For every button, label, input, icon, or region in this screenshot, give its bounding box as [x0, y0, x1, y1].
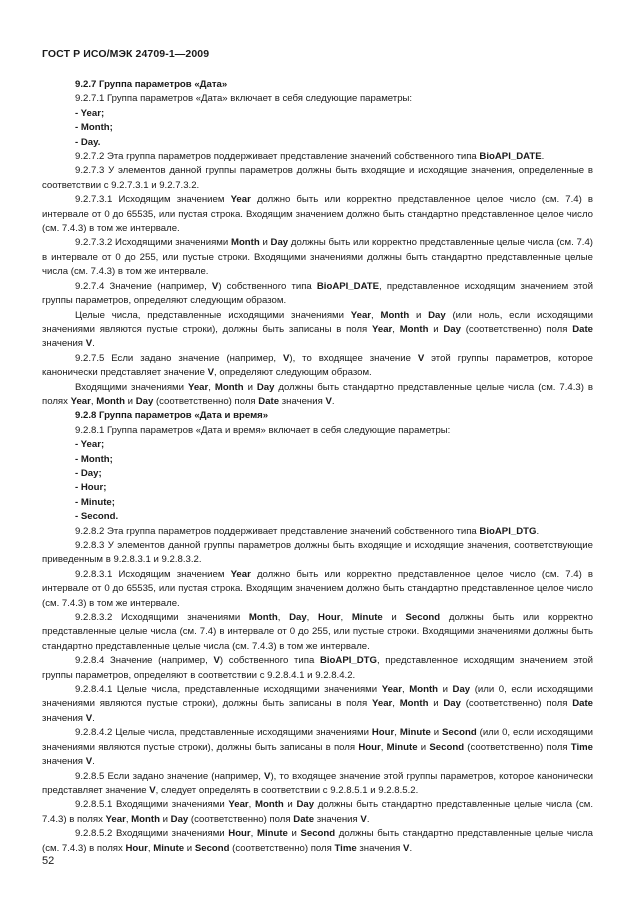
text-run: и: [382, 612, 406, 624]
text-run: и: [159, 813, 171, 825]
text-run: , представленное исходящим значением этой группы параметров, определяют в соответствии с 9.2.8.4.1 и 9.2.8.4.2.: [42, 655, 593, 681]
text-run: 9.2.7.5 Если задано значение (например,: [75, 352, 283, 364]
text-run: и: [259, 237, 271, 249]
text-run: Целые числа, представленные исходящими значениями: [75, 309, 351, 321]
bold-term: - Hour;: [75, 482, 107, 494]
paragraph: [42, 525, 593, 539]
text-run: 9.2.8.5.2 Входящими значениями: [75, 828, 229, 840]
text-run: ,: [401, 684, 410, 696]
bold-term: Year: [371, 323, 393, 335]
document-header: ГОСТ Р ИСО/МЭК 24709-1—2009: [42, 48, 210, 60]
bold-term: V: [403, 842, 410, 854]
list-item: [42, 121, 593, 135]
text-run: и: [409, 309, 429, 321]
text-run: 9.2.8.3.2 Исходящими значениями: [75, 612, 249, 624]
paragraph: [42, 654, 593, 683]
bold-term: Month: [230, 237, 260, 249]
text-run: (соответственно) поля: [460, 323, 573, 335]
bold-term: BioAPI_DTG: [479, 525, 537, 537]
bold-term: Hour: [228, 828, 251, 840]
text-run: (соответственно) поля: [153, 395, 259, 407]
text-run: ,: [125, 813, 132, 825]
text-run: и: [428, 698, 444, 710]
bold-term: Year: [70, 395, 91, 407]
bold-term: Minute: [386, 741, 418, 753]
text-run: ,: [147, 842, 154, 854]
paragraph: [42, 726, 593, 769]
bold-term: Hour: [318, 612, 341, 624]
text-run: .: [541, 151, 545, 163]
bold-term: Day: [452, 684, 471, 696]
list-item: [42, 481, 593, 495]
text-run: 9.2.8.3 У элементов данной группы параметров должны быть входящие и исходящие значения, соответствующие приведенным в 9.2.8.3.1 и 9.2.8.3.2.: [42, 540, 593, 566]
bold-term: Hour: [371, 727, 395, 739]
text-run: и: [283, 799, 297, 811]
page-number: 52: [42, 855, 55, 867]
bold-term: Second: [442, 727, 477, 739]
bold-term: Day: [135, 395, 154, 407]
bold-term: V: [360, 813, 367, 825]
text-run: значения: [314, 813, 361, 825]
text-run: .: [409, 842, 413, 854]
text-run: 9.2.8.5.1 Входящими значениями: [75, 799, 229, 811]
text-run: 9.2.8.3.1 Исходящим значением: [75, 568, 231, 580]
text-run: .: [366, 813, 370, 825]
paragraph: [42, 352, 593, 381]
bold-term: Date: [293, 813, 315, 825]
bold-term: Year: [230, 194, 251, 206]
bold-term: Minute: [153, 842, 185, 854]
list-item: [42, 467, 593, 481]
text-run: ,: [306, 612, 319, 624]
bold-term: V: [85, 712, 93, 724]
list-item: [42, 136, 593, 150]
paragraph: [42, 424, 593, 438]
paragraph: [42, 150, 593, 164]
bold-term: Month: [409, 684, 439, 696]
text-run: должны быть или корректно представленные целые числа (см. 7.4) в интервале от 0 до 255, или пустые строки. Входящими значениями должны быть стандартно представленные целые числа (см. 7.4.3) в том же интервале.: [42, 237, 593, 278]
bold-term: Month: [380, 309, 410, 321]
bold-term: Minute: [351, 612, 383, 624]
bold-term: Date: [572, 323, 594, 335]
text-run: (соответственно) поля: [229, 842, 335, 854]
bold-term: V: [207, 367, 215, 379]
text-run: 9.2.7.3 У элементов данной группы параметров должны быть входящие и исходящие значения, определенные в соответствии с 9.2.7.3.1 и 9.2.7.3.2.: [42, 165, 593, 191]
paragraph: [42, 92, 593, 106]
bold-term: Second: [300, 828, 336, 840]
bold-term: - Day;: [75, 467, 102, 479]
bold-term: Day: [428, 309, 446, 321]
text-run: этой группы параметров, которое канонически представляет значение: [42, 352, 594, 379]
text-run: (или 0, если исходящими значениями являются пустые строки), должны быть записаны в поля: [42, 684, 593, 710]
text-run: (или 0, если исходящими значениями являются пустые строки), должны быть записаны в поля: [42, 727, 593, 753]
paragraph: [42, 798, 593, 827]
text-run: и: [417, 741, 430, 753]
bold-term: Year: [381, 684, 402, 696]
text-run: значения: [356, 842, 404, 854]
text-run: значения: [42, 756, 86, 768]
list-item: [42, 453, 593, 467]
bold-term: Minute: [256, 828, 288, 840]
bold-term: Time: [334, 842, 357, 854]
text-run: и: [184, 842, 195, 854]
text-run: .: [536, 525, 540, 537]
bold-term: - Year;: [75, 439, 105, 451]
text-run: значения: [279, 395, 326, 407]
text-run: ,: [371, 309, 381, 321]
bold-term: Day: [289, 612, 307, 624]
bold-term: Day: [270, 237, 289, 249]
list-item: [42, 107, 593, 121]
paragraph: [42, 568, 593, 611]
bold-term: Day: [256, 381, 275, 393]
bold-term: V: [211, 280, 219, 292]
text-run: .: [331, 395, 335, 407]
text-run: 9.2.7.4 Значение (например,: [75, 280, 212, 292]
paragraph: [42, 827, 593, 856]
bold-term: V: [149, 784, 156, 796]
text-run: значения: [42, 338, 86, 350]
bold-term: Hour: [125, 842, 148, 854]
paragraph: [42, 381, 593, 410]
bold-term: V: [85, 338, 93, 350]
section-heading: [42, 409, 593, 423]
bold-term: Month: [399, 323, 429, 335]
bold-term: V: [85, 756, 93, 768]
text-run: 9.2.8.5 Если задано значение (например,: [75, 770, 265, 782]
bold-term: - Day.: [75, 136, 101, 148]
bold-term: 9.2.8 Группа параметров «Дата и время»: [75, 410, 269, 422]
text-run: ,: [394, 727, 400, 739]
bold-term: V: [325, 395, 332, 407]
text-run: (соответственно) поля: [460, 698, 573, 710]
bold-term: BioAPI_DATE: [316, 280, 380, 292]
bold-term: Day: [443, 323, 461, 335]
bold-term: Month: [254, 799, 284, 811]
text-run: должно быть или корректно представленное целое число (см. 7.4) в интервале от 0 до 65535, или пустая строка. Входящим значением должно быть стандартно представленное целое число (см. 7.4.3) в том же интервале.: [42, 194, 593, 235]
text-run: должны быть или корректно представленные целые числа (см. 7.4) в интервале от 0 до 255, или пустые строки. Входящими значениями должны быть стандартно представленные целые числа (см. 7.4.3) в том же интервале.: [42, 612, 593, 652]
text-run: ,: [277, 612, 290, 624]
bold-term: Year: [105, 813, 126, 825]
text-run: должны быть стандартно представленные целые числа (см. 7.4.3) в полях: [42, 381, 593, 407]
bold-term: - Second.: [75, 511, 119, 523]
text-run: ), то входящее значение: [289, 352, 418, 364]
text-run: (или ноль, если исходящими значениями являются пустые строки), должны быть записаны в поля: [42, 309, 593, 335]
bold-term: Year: [187, 381, 209, 393]
text-run: 9.2.7.2 Эта группа параметров поддерживает представление значений собственного типа: [75, 151, 480, 163]
text-run: (соответственно) поля: [464, 741, 571, 753]
text-run: .: [92, 756, 95, 768]
text-run: 9.2.8.4.1 Целые числа, представленные исходящими значениями: [75, 684, 382, 696]
bold-term: Year: [371, 698, 393, 710]
text-run: и: [124, 395, 136, 407]
bold-term: Year: [228, 799, 249, 811]
text-run: , следует определять в соответствии с 9.2.8.5.1 и 9.2.8.5.2.: [155, 784, 419, 796]
text-run: 9.2.8.4.2 Целые числа, представленные исходящими значениями: [75, 727, 372, 739]
text-run: 9.2.7.3.2 Исходящими значениями: [75, 237, 231, 249]
text-run: и: [243, 381, 257, 393]
text-run: ,: [392, 323, 400, 335]
text-run: и: [438, 684, 453, 696]
text-run: и: [287, 828, 301, 840]
text-run: , определяют следующим образом.: [214, 367, 372, 379]
text-run: ,: [250, 828, 257, 840]
text-run: и: [430, 727, 443, 739]
list-item: [42, 496, 593, 510]
text-run: 9.2.8.2 Эта группа параметров поддерживает представление значений собственного типа: [75, 525, 480, 537]
bold-term: Second: [405, 612, 441, 624]
bold-term: Year: [230, 568, 251, 580]
list-item: [42, 510, 593, 524]
text-run: (соответственно) поля: [188, 813, 294, 825]
text-run: ,: [392, 698, 400, 710]
paragraph: [42, 683, 593, 726]
text-run: ), то входящее значение этой группы параметров, которое канонически представляет значение: [42, 770, 593, 796]
text-run: 9.2.7.1 Группа параметров «Дата» включает в себя следующие параметры:: [75, 93, 413, 105]
paragraph: [42, 611, 593, 654]
text-run: должно быть или корректно представленное целое число (см. 7.4) в интервале от 0 до 65535, или пустая строка. Входящим значением должно быть стандартно представленное целое число (см. 7.4.3) в том же интервале.: [42, 568, 593, 609]
bold-term: BioAPI_DATE: [479, 151, 542, 163]
bold-term: Month: [214, 381, 244, 393]
text-run: и: [428, 323, 444, 335]
paragraph: [42, 164, 593, 193]
text-run: , представленное исходящим значением этой группы параметров, определяют следующим образом.: [42, 280, 593, 307]
text-run: .: [92, 338, 95, 350]
bold-term: Month: [248, 612, 278, 624]
text-run: 9.2.8.1 Группа параметров «Дата и время» включает в себя следующие параметры:: [75, 424, 451, 436]
bold-term: Hour: [358, 741, 381, 753]
text-run: ,: [248, 799, 255, 811]
bold-term: V: [283, 352, 290, 364]
document-body: [42, 78, 593, 856]
bold-term: - Year;: [75, 107, 105, 119]
text-run: значения: [42, 712, 86, 724]
text-run: ,: [340, 612, 352, 624]
bold-term: V: [417, 352, 425, 364]
text-run: ,: [380, 741, 387, 753]
text-run: .: [92, 712, 95, 724]
text-run: 9.2.8.4 Значение (например,: [75, 655, 214, 667]
bold-term: - Minute;: [75, 496, 115, 508]
paragraph: [42, 309, 593, 352]
paragraph: [42, 193, 593, 236]
bold-term: Second: [194, 842, 230, 854]
bold-term: Month: [131, 813, 160, 825]
bold-term: Year: [350, 309, 372, 321]
text-run: Входящими значениями: [75, 381, 188, 393]
paragraph: [42, 539, 593, 568]
bold-term: Month: [96, 395, 125, 407]
bold-term: Month: [399, 698, 429, 710]
bold-term: Date: [572, 698, 594, 710]
bold-term: Minute: [399, 727, 431, 739]
paragraph: [42, 280, 593, 309]
text-run: ) собственного типа: [219, 655, 320, 667]
bold-term: BioAPI_DTG: [319, 655, 377, 667]
bold-term: Day: [296, 799, 315, 811]
bold-term: Date: [258, 395, 280, 407]
text-run: ,: [90, 395, 97, 407]
text-run: должны быть стандартно представленные целые числа (см. 7.4.3) в полях: [42, 828, 593, 854]
text-run: ,: [208, 381, 215, 393]
bold-term: - Month;: [75, 122, 113, 134]
bold-term: Day: [443, 698, 461, 710]
bold-term: Time: [570, 741, 593, 753]
paragraph: [42, 236, 593, 279]
paragraph: [42, 770, 593, 799]
bold-term: Second: [429, 741, 465, 753]
bold-term: V: [213, 655, 220, 667]
bold-term: Day: [170, 813, 189, 825]
text-run: ) собственного типа: [218, 280, 317, 292]
bold-term: - Month;: [75, 453, 113, 465]
bold-term: 9.2.7 Группа параметров «Дата»: [75, 79, 228, 90]
text-run: должны быть стандартно представленные целые числа (см. 7.4.3) в полях: [42, 799, 594, 825]
list-item: [42, 438, 593, 452]
bold-term: V: [264, 770, 271, 782]
text-run: 9.2.7.3.1 Исходящим значением: [75, 194, 231, 206]
section-heading: [42, 78, 593, 92]
